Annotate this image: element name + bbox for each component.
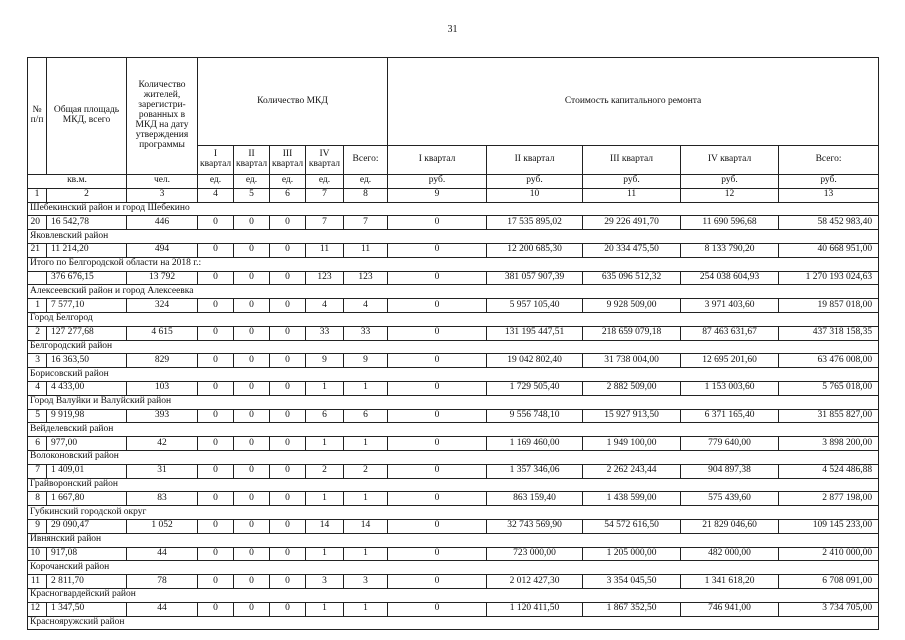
- table-cell: 1: [306, 547, 344, 561]
- table-cell: 1 729 505,40: [487, 381, 583, 395]
- section-title: Яковлевский район: [28, 230, 879, 244]
- unit-cell: ед.: [234, 175, 270, 189]
- table-cell: 4 615: [127, 326, 198, 340]
- table-cell: 21 829 046,60: [681, 519, 779, 533]
- table-cell: 0: [270, 492, 306, 506]
- table-cell: 0: [388, 354, 487, 368]
- table-cell: 20: [28, 216, 47, 230]
- table-cell: 0: [234, 243, 270, 257]
- column-number: 10: [487, 188, 583, 202]
- table-cell: 1 120 411,50: [487, 602, 583, 616]
- table-cell: 2 811,70: [47, 575, 127, 589]
- table-cell: 11: [306, 243, 344, 257]
- table-cell: 381 057 907,39: [487, 271, 583, 285]
- table-cell: 44: [127, 547, 198, 561]
- table-row: [28, 492, 879, 506]
- table-cell: 0: [388, 547, 487, 561]
- section-row: [28, 340, 879, 354]
- header-area: Общая площадь МКД, всего: [47, 58, 127, 175]
- table-cell: 4 433,00: [47, 381, 127, 395]
- table-cell: 0: [198, 271, 234, 285]
- table-cell: 42: [127, 437, 198, 451]
- table-cell: 12: [28, 602, 47, 616]
- table-cell: 1 438 599,00: [583, 492, 681, 506]
- table-cell: 21: [28, 243, 47, 257]
- section-title: Шебекинский район и город Шебекино: [28, 202, 879, 216]
- table-cell: 13 792: [127, 271, 198, 285]
- table-cell: 3 898 200,00: [779, 437, 879, 451]
- table-cell: 0: [388, 243, 487, 257]
- table-cell: 446: [127, 216, 198, 230]
- table-cell: 0: [270, 409, 306, 423]
- table-cell: 3: [344, 575, 388, 589]
- section-title: Город Белгород: [28, 312, 879, 326]
- table-row: [28, 354, 879, 368]
- table-cell: 0: [198, 299, 234, 313]
- column-number: 7: [306, 188, 344, 202]
- table-cell: 3 971 403,60: [681, 299, 779, 313]
- section-row: [28, 423, 879, 437]
- table-cell: 0: [234, 409, 270, 423]
- table-cell: 11 690 596,68: [681, 216, 779, 230]
- column-number: 4: [198, 188, 234, 202]
- column-number: 11: [583, 188, 681, 202]
- table-cell: 2 410 000,00: [779, 547, 879, 561]
- table-cell: 5 765 018,00: [779, 381, 879, 395]
- table-cell: 0: [270, 464, 306, 478]
- table-cell: 9 919,98: [47, 409, 127, 423]
- table-cell: 0: [270, 216, 306, 230]
- unit-cell: ед.: [270, 175, 306, 189]
- table-cell: 0: [198, 326, 234, 340]
- table-cell: 746 941,00: [681, 602, 779, 616]
- table-cell: 6 371 165,40: [681, 409, 779, 423]
- table-cell: 0: [234, 299, 270, 313]
- table-cell: 31: [127, 464, 198, 478]
- table-cell: 109 145 233,00: [779, 519, 879, 533]
- table-cell: 12 695 201,60: [681, 354, 779, 368]
- table-cell: 2 012 427,30: [487, 575, 583, 589]
- table-cell: 1: [344, 547, 388, 561]
- table-row: [28, 381, 879, 395]
- section-title: Город Валуйки и Валуйский район: [28, 395, 879, 409]
- header-mkd-count: Количество МКД: [198, 58, 388, 146]
- section-row: [28, 312, 879, 326]
- table-cell: 1: [344, 381, 388, 395]
- table-row: [28, 547, 879, 561]
- table-cell: 0: [270, 547, 306, 561]
- table-cell: 58 452 983,40: [779, 216, 879, 230]
- table-cell: 44: [127, 602, 198, 616]
- table-cell: 6 708 091,00: [779, 575, 879, 589]
- section-row: [28, 506, 879, 520]
- section-row: [28, 616, 879, 630]
- unit-cell: ед.: [306, 175, 344, 189]
- table-cell: 1: [306, 437, 344, 451]
- table-body: [28, 202, 879, 630]
- table-cell: 324: [127, 299, 198, 313]
- table-cell: 0: [270, 437, 306, 451]
- table-cell: 15 927 913,50: [583, 409, 681, 423]
- table-cell: 1 867 352,50: [583, 602, 681, 616]
- table-cell: 54 572 616,50: [583, 519, 681, 533]
- table-cell: 29 090,47: [47, 519, 127, 533]
- header-mkd-q4: IV квартал: [306, 146, 344, 175]
- table-cell: 0: [270, 602, 306, 616]
- table-cell: 2: [344, 464, 388, 478]
- table-cell: 0: [234, 492, 270, 506]
- table-cell: 0: [198, 354, 234, 368]
- table-cell: 1: [306, 602, 344, 616]
- table-cell: 0: [234, 381, 270, 395]
- table-cell: 7: [344, 216, 388, 230]
- table-cell: 0: [234, 519, 270, 533]
- table-cell: 635 096 512,32: [583, 271, 681, 285]
- table-cell: 494: [127, 243, 198, 257]
- table-cell: 3 734 705,00: [779, 602, 879, 616]
- table-cell: 1: [28, 299, 47, 313]
- table-cell: 1: [306, 492, 344, 506]
- table-row: [28, 602, 879, 616]
- table-cell: 0: [198, 519, 234, 533]
- column-numbers-row: [28, 188, 879, 202]
- table-cell: 103: [127, 381, 198, 395]
- units-row: [28, 175, 879, 189]
- table-cell: 1: [344, 492, 388, 506]
- table-cell: 0: [198, 409, 234, 423]
- table-cell: 10: [28, 547, 47, 561]
- header-no: № п/п: [28, 58, 47, 175]
- table-cell: 1 341 618,20: [681, 575, 779, 589]
- unit-cell: руб.: [681, 175, 779, 189]
- table-cell: 0: [388, 464, 487, 478]
- table-cell: 19 042 802,40: [487, 354, 583, 368]
- table-cell: 1: [344, 602, 388, 616]
- unit-cell: ед.: [344, 175, 388, 189]
- table-cell: 0: [234, 437, 270, 451]
- header-cost-q4: IV квартал: [681, 146, 779, 175]
- table-cell: 863 159,40: [487, 492, 583, 506]
- section-title: Ивнянский район: [28, 533, 879, 547]
- table-cell: 1 169 460,00: [487, 437, 583, 451]
- table-cell: 131 195 447,51: [487, 326, 583, 340]
- table-cell: 0: [270, 243, 306, 257]
- table-cell: 0: [388, 602, 487, 616]
- section-title: Грайворонский район: [28, 478, 879, 492]
- table-cell: 9: [306, 354, 344, 368]
- table-cell: 1 357 346,06: [487, 464, 583, 478]
- table-cell: 63 476 008,00: [779, 354, 879, 368]
- unit-cell: руб.: [583, 175, 681, 189]
- unit-cell: чел.: [127, 175, 198, 189]
- table-cell: 0: [198, 464, 234, 478]
- table-cell: 0: [388, 271, 487, 285]
- table-cell: 1 347,50: [47, 602, 127, 616]
- table-cell: 437 318 158,35: [779, 326, 879, 340]
- table-cell: 2: [28, 326, 47, 340]
- table-cell: 0: [388, 437, 487, 451]
- table-row: [28, 299, 879, 313]
- table-cell: 779 640,00: [681, 437, 779, 451]
- column-number: 8: [344, 188, 388, 202]
- table-cell: 0: [270, 354, 306, 368]
- table-cell: 16 363,50: [47, 354, 127, 368]
- table-cell: 1 667,80: [47, 492, 127, 506]
- table-cell: 1 205 000,00: [583, 547, 681, 561]
- table-cell: 9: [28, 519, 47, 533]
- section-title: Губкинский городской округ: [28, 506, 879, 520]
- table-row: [28, 326, 879, 340]
- header-cost-q3: III квартал: [583, 146, 681, 175]
- table-cell: 5 957 105,40: [487, 299, 583, 313]
- table-cell: 2 882 509,00: [583, 381, 681, 395]
- table-cell: 0: [234, 464, 270, 478]
- table-cell: 2 877 198,00: [779, 492, 879, 506]
- table-row: [28, 519, 879, 533]
- header-cost-q2: II квартал: [487, 146, 583, 175]
- table-cell: [28, 271, 47, 285]
- table-cell: 0: [234, 547, 270, 561]
- table-cell: 0: [388, 492, 487, 506]
- table-cell: 17 535 895,02: [487, 216, 583, 230]
- table-cell: 1 949 100,00: [583, 437, 681, 451]
- table-cell: 11: [28, 575, 47, 589]
- table-cell: 1 270 193 024,63: [779, 271, 879, 285]
- header-residents: Количество жителей, зарегистри-рованных в МКД на дату утверждения программы: [127, 58, 198, 175]
- section-row: [28, 257, 879, 271]
- table-cell: 0: [270, 299, 306, 313]
- column-number: 3: [127, 188, 198, 202]
- header-mkd-q5: Всего:: [344, 146, 388, 175]
- table-cell: 0: [198, 547, 234, 561]
- section-title: Корочанский район: [28, 561, 879, 575]
- table-cell: 575 439,60: [681, 492, 779, 506]
- table-cell: 0: [234, 602, 270, 616]
- table-cell: 0: [234, 216, 270, 230]
- table-cell: 11: [344, 243, 388, 257]
- table-cell: 0: [270, 326, 306, 340]
- column-number: 12: [681, 188, 779, 202]
- table-cell: 1: [344, 437, 388, 451]
- table-cell: 0: [388, 216, 487, 230]
- table-cell: 31 738 004,00: [583, 354, 681, 368]
- column-number: 9: [388, 188, 487, 202]
- column-number: 1: [28, 188, 47, 202]
- table-cell: 2 262 243,44: [583, 464, 681, 478]
- section-title: Вейделевский район: [28, 423, 879, 437]
- table-cell: 29 226 491,70: [583, 216, 681, 230]
- table-cell: 1 153 003,60: [681, 381, 779, 395]
- table-cell: 2: [306, 464, 344, 478]
- table-row: [28, 409, 879, 423]
- table-cell: 723 000,00: [487, 547, 583, 561]
- table-cell: 218 659 079,18: [583, 326, 681, 340]
- table-cell: 4: [344, 299, 388, 313]
- table-cell: 0: [270, 575, 306, 589]
- table-cell: 0: [198, 381, 234, 395]
- table-cell: 6: [28, 437, 47, 451]
- table-cell: 1 409,01: [47, 464, 127, 478]
- table-cell: 3: [28, 354, 47, 368]
- section-row: [28, 368, 879, 382]
- section-title: Итого по Белгородской области на 2018 г.:: [28, 257, 879, 271]
- table-cell: 33: [344, 326, 388, 340]
- table-cell: 14: [344, 519, 388, 533]
- page-number: 31: [447, 24, 458, 35]
- header-cost-q5: Всего:: [779, 146, 879, 175]
- table-cell: 0: [388, 575, 487, 589]
- header-mkd-q2: II квартал: [234, 146, 270, 175]
- table-cell: 1 052: [127, 519, 198, 533]
- unit-cell: руб.: [388, 175, 487, 189]
- table-row: [28, 243, 879, 257]
- section-row: [28, 230, 879, 244]
- table-cell: 33: [306, 326, 344, 340]
- table-cell: 0: [388, 299, 487, 313]
- header-cost-q1: I квартал: [388, 146, 487, 175]
- table-cell: 32 743 569,90: [487, 519, 583, 533]
- table-cell: 83: [127, 492, 198, 506]
- table-cell: 482 000,00: [681, 547, 779, 561]
- table-cell: 917,08: [47, 547, 127, 561]
- table-cell: 376 676,15: [47, 271, 127, 285]
- section-row: [28, 202, 879, 216]
- table-cell: 3: [306, 575, 344, 589]
- table-cell: 4: [306, 299, 344, 313]
- section-row: [28, 588, 879, 602]
- table-cell: 0: [234, 575, 270, 589]
- table-cell: 7 577,10: [47, 299, 127, 313]
- table-cell: 0: [270, 381, 306, 395]
- table-cell: 0: [198, 492, 234, 506]
- column-number: 5: [234, 188, 270, 202]
- table-cell: 904 897,38: [681, 464, 779, 478]
- table-cell: 0: [388, 409, 487, 423]
- table-cell: 9 928 509,00: [583, 299, 681, 313]
- table-cell: 40 668 951,00: [779, 243, 879, 257]
- header-mkd-q3: III квартал: [270, 146, 306, 175]
- table-cell: 16 542,78: [47, 216, 127, 230]
- table-cell: 0: [198, 216, 234, 230]
- table-cell: 0: [270, 519, 306, 533]
- table-cell: 5: [28, 409, 47, 423]
- table-cell: 829: [127, 354, 198, 368]
- section-row: [28, 395, 879, 409]
- column-number: 13: [779, 188, 879, 202]
- table-cell: 6: [306, 409, 344, 423]
- table-cell: 0: [388, 381, 487, 395]
- capital-repair-table: [27, 57, 879, 630]
- table-cell: 393: [127, 409, 198, 423]
- unit-cell: кв.м.: [28, 175, 127, 189]
- table-cell: 3 354 045,50: [583, 575, 681, 589]
- table-cell: 977,00: [47, 437, 127, 451]
- table-row: [28, 575, 879, 589]
- table-cell: 4 524 486,88: [779, 464, 879, 478]
- table-cell: 0: [270, 271, 306, 285]
- table-cell: 9 556 748,10: [487, 409, 583, 423]
- table-cell: 9: [344, 354, 388, 368]
- table-cell: 0: [198, 602, 234, 616]
- section-title: Борисовский район: [28, 368, 879, 382]
- table-cell: 7: [28, 464, 47, 478]
- table-cell: 20 334 475,50: [583, 243, 681, 257]
- header-mkd-q1: I квартал: [198, 146, 234, 175]
- table-cell: 12 200 685,30: [487, 243, 583, 257]
- section-title: Краснояружский район: [28, 616, 879, 630]
- table-cell: 0: [234, 354, 270, 368]
- table-cell: 0: [388, 519, 487, 533]
- table-cell: 14: [306, 519, 344, 533]
- table-cell: 4: [28, 381, 47, 395]
- section-title: Красногвардейский район: [28, 588, 879, 602]
- table-cell: 7: [306, 216, 344, 230]
- unit-cell: руб.: [487, 175, 583, 189]
- table-cell: 0: [234, 271, 270, 285]
- section-title: Белгородский район: [28, 340, 879, 354]
- table-cell: 0: [198, 243, 234, 257]
- table-cell: 123: [344, 271, 388, 285]
- section-title: Волоконовский район: [28, 450, 879, 464]
- unit-cell: руб.: [779, 175, 879, 189]
- table-cell: 127 277,68: [47, 326, 127, 340]
- table-cell: 19 857 018,00: [779, 299, 879, 313]
- table-cell: 6: [344, 409, 388, 423]
- section-row: [28, 450, 879, 464]
- unit-cell: ед.: [198, 175, 234, 189]
- table-cell: 8: [28, 492, 47, 506]
- table-row: [28, 464, 879, 478]
- section-row: [28, 561, 879, 575]
- section-row: [28, 533, 879, 547]
- table-cell: 0: [234, 326, 270, 340]
- table-row: [28, 437, 879, 451]
- table-cell: 31 855 827,00: [779, 409, 879, 423]
- table-cell: 0: [198, 575, 234, 589]
- table-cell: 87 463 631,67: [681, 326, 779, 340]
- table-cell: 8 133 790,20: [681, 243, 779, 257]
- table-cell: 78: [127, 575, 198, 589]
- table-cell: 123: [306, 271, 344, 285]
- section-row: [28, 285, 879, 299]
- table-row: [28, 271, 879, 285]
- table-cell: 254 038 604,93: [681, 271, 779, 285]
- table-cell: 1: [306, 381, 344, 395]
- column-number: 2: [47, 188, 127, 202]
- table-row: [28, 216, 879, 230]
- column-number: 6: [270, 188, 306, 202]
- section-title: Алексеевский район и город Алексеевка: [28, 285, 879, 299]
- header-repair-cost: Стоимость капитального ремонта: [388, 58, 879, 146]
- table-cell: 11 214,20: [47, 243, 127, 257]
- table-cell: 0: [388, 326, 487, 340]
- section-row: [28, 478, 879, 492]
- table-cell: 0: [198, 437, 234, 451]
